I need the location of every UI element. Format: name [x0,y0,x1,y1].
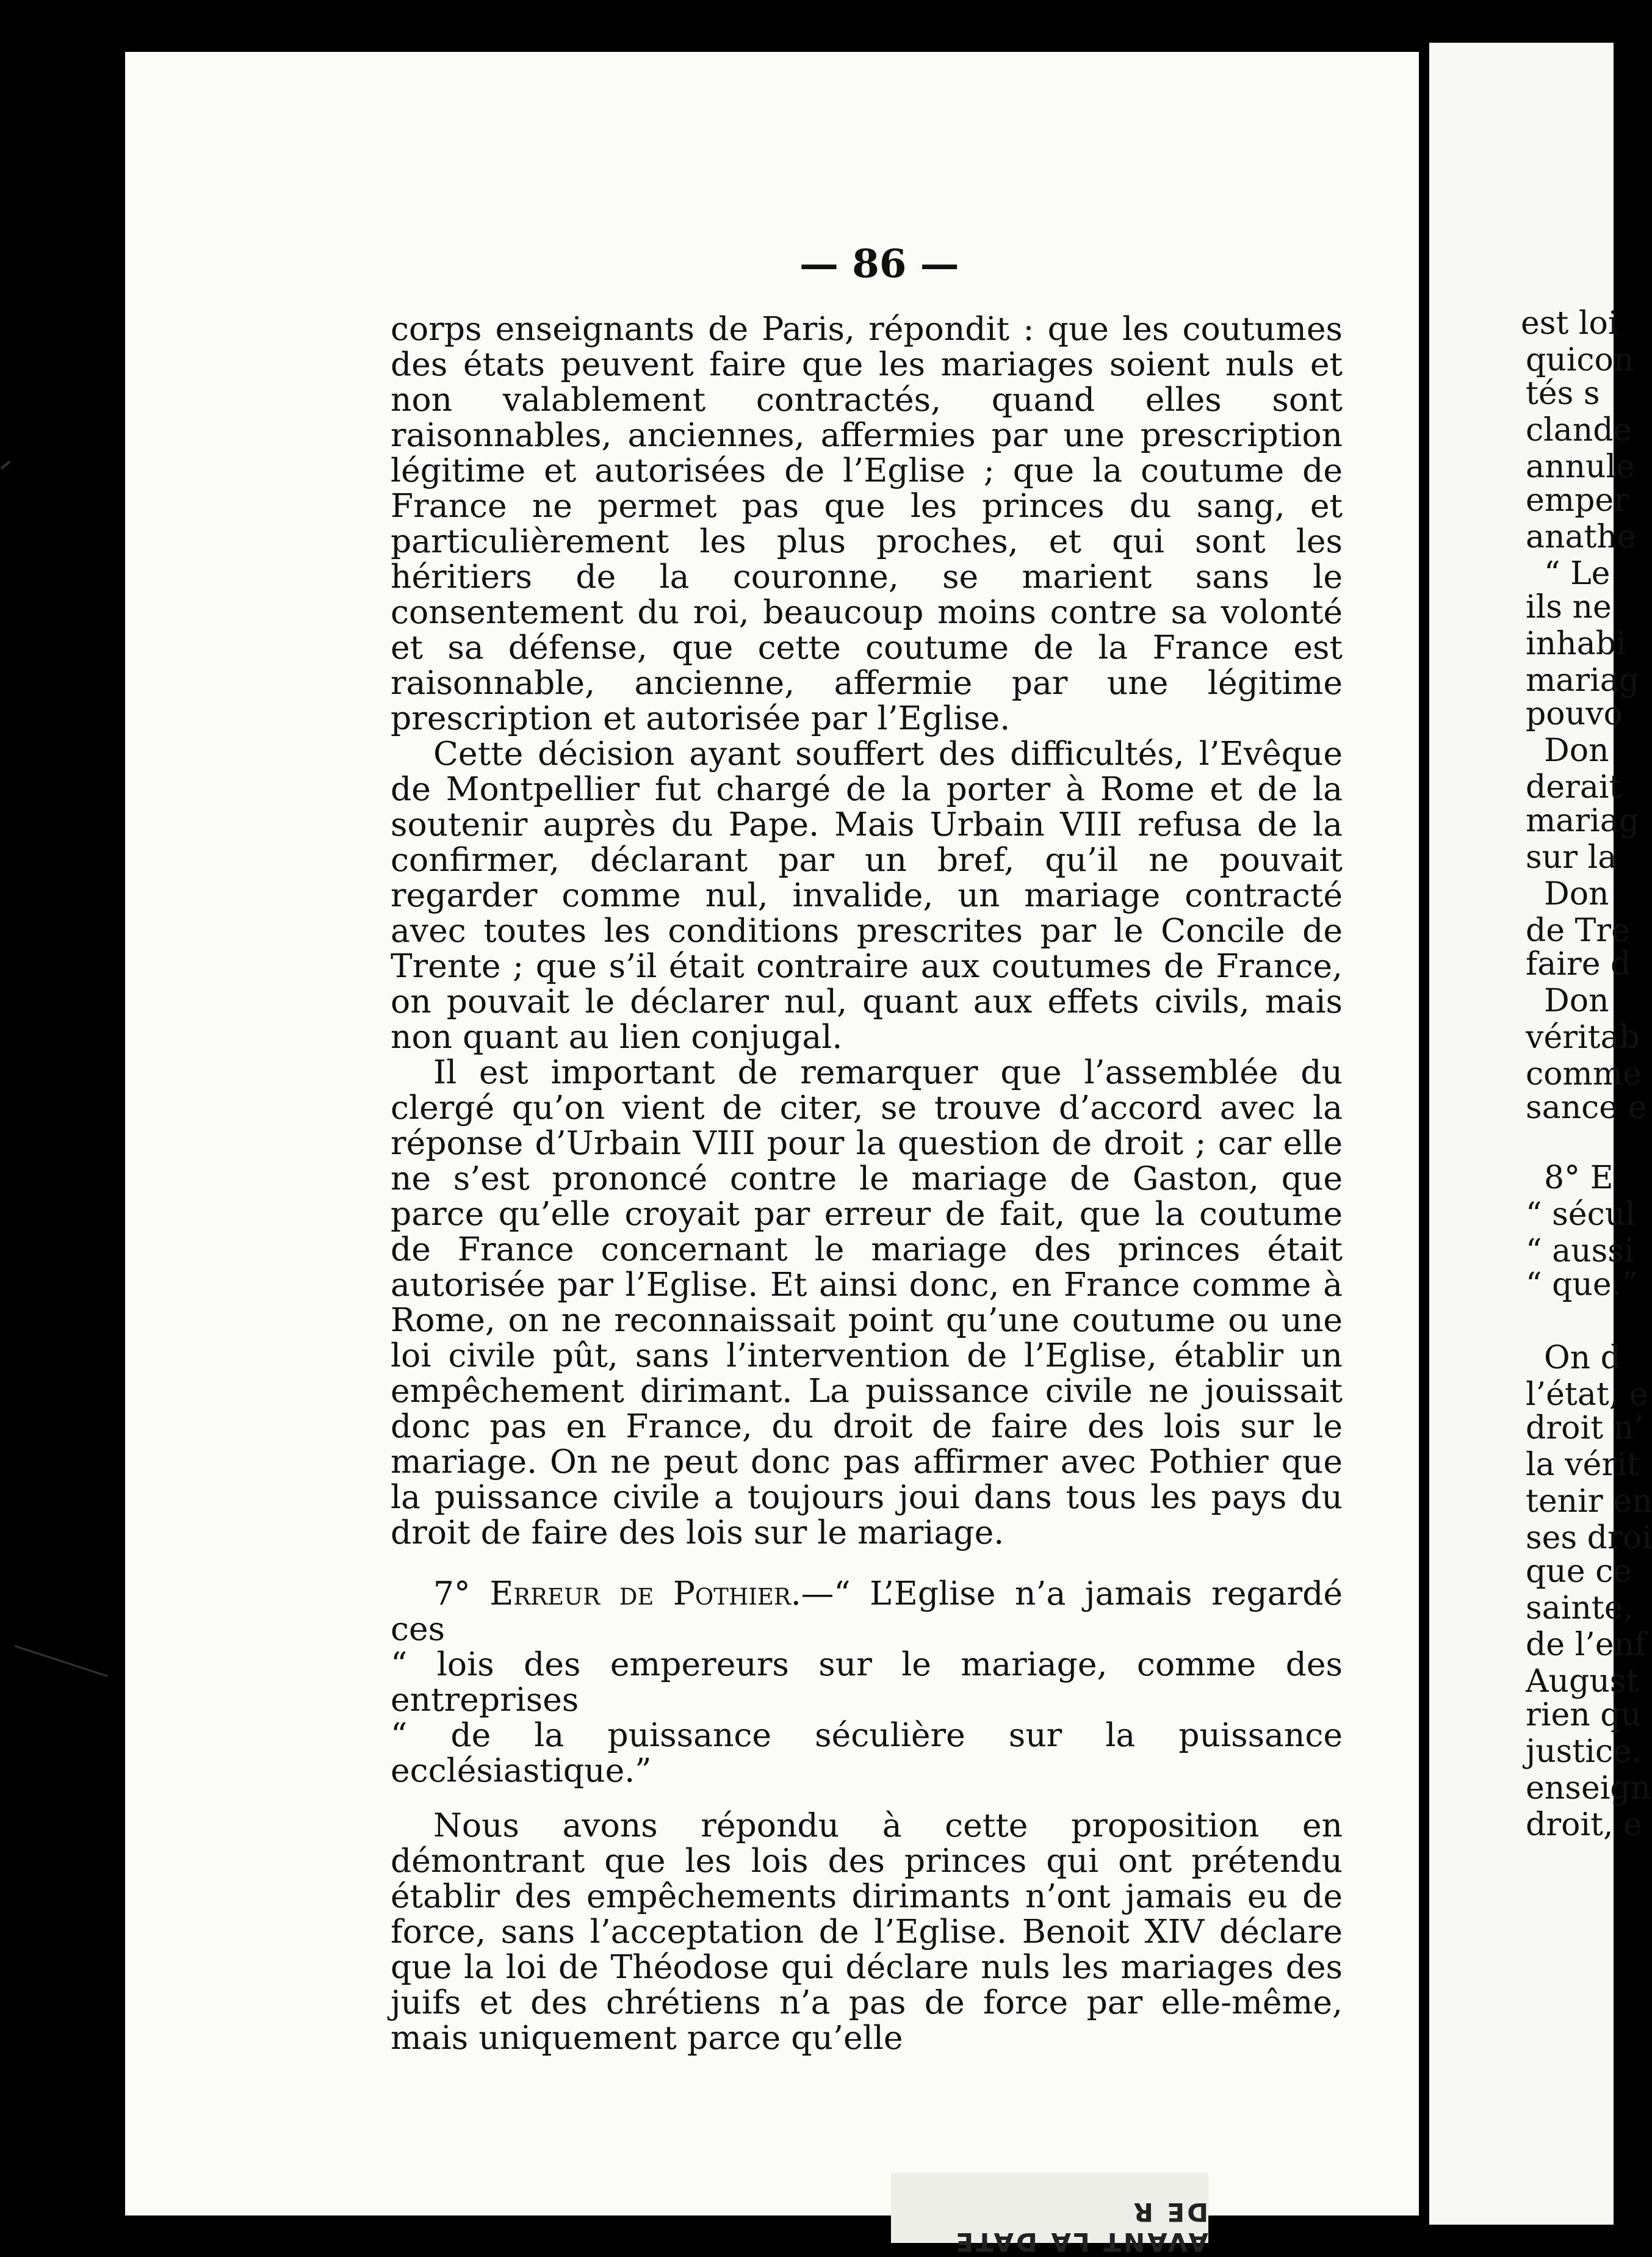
right-page-line: droit n’ [1526,1410,1644,1446]
right-page-line: justice. [1526,1733,1642,1770]
page-number: — 86 — [799,241,959,287]
right-page-line: est loi [1521,305,1618,342]
right-page-line: enseign [1526,1770,1651,1807]
bottom-scrap-text: AVANT LA DATE DE R [953,2197,1208,2257]
right-page-line: derait [1526,769,1622,806]
right-page-line: droit, e [1526,1807,1642,1843]
right-page-line: Don [1544,876,1609,912]
bottom-scrap [891,2173,1208,2257]
right-page-line: quicon [1526,342,1634,378]
right-page-line: faire d [1526,946,1631,983]
right-page-line: anathe [1526,519,1636,555]
page-gutter [1422,37,1429,2222]
right-page-line: “ sécul [1526,1196,1636,1233]
right-page-line: ses droi [1526,1520,1652,1556]
right-page-line: comme [1526,1056,1642,1092]
right-page-line: de l’enf [1526,1627,1647,1663]
main-text [391,311,1343,2056]
right-page-line: annule [1526,449,1635,485]
right-page-line: rien qu [1526,1697,1642,1733]
right-page-line: l’état, e [1526,1376,1648,1413]
section-7-line-1 [391,1576,1343,1647]
right-page-line: On d [1544,1340,1621,1376]
right-page-line: tenir en [1526,1483,1652,1520]
right-page [1429,43,1652,2225]
section-7-number: 7° [433,1574,471,1612]
right-page-line: sainte, [1526,1590,1634,1627]
right-page-line: pouvo [1526,696,1623,732]
right-page-line: clande [1526,412,1632,449]
paragraph-2: Cette décision ayant souffert des difficultés, l’Evêque de Montpellier fut chargé de la porter à Rome et de la soutenir auprès du Pape. Mais Urbain VIII refusa de la confirmer, déclarant par un bref, qu’il ne pouvait regarder comme nul, invalide, un mariage contracté avec toutes les conditions prescrites par le Concile de Trente ; que s’il était contraire aux coutumes de France, on pouvait le déclarer nul, quant aux effets civils, mais non quant au lien conjugal. [391,734,1343,1056]
right-page-line: Don [1544,732,1609,769]
right-page-line: mariag [1526,803,1640,839]
right-page-line: véritab [1526,1019,1640,1056]
final-paragraph: Nous avons répondu à cette proposition en démontrant que les lois des princes qui ont prétendu établir des empêchements dirimants n’ont jamais eu de force, sans l’acceptation de l’Eglise. Benoit XIV déclare que la loi de Théodose qui déclare nuls les mariages des juifs et des chrétiens n’a pas de force par elle-même, mais uniquement parce qu’elle [391,1806,1343,2057]
right-page-line: “ aussi [1526,1233,1634,1269]
right-page-line: 8° E [1544,1160,1614,1196]
right-page-line: “ Le [1544,555,1611,592]
section-7 [391,1576,1343,1788]
paragraph-3: Il est important de remarquer que l’assemblée du clergé qu’on vient de citer, se trouve d’accord avec la réponse d’Urbain VIII pour la question de droit ; car elle ne s’est prononcé contre le mariage de Gaston, que parce qu’elle croyait par erreur de fait, que la coutume de France concernant le mariage des princes était autorisée par l’Eglise. Et ainsi donc, en France comme à Rome, on ne reconnaissait point qu’une coutume ou une loi civile pût, sans l’intervention de l’Eglise, établir un empêchement dirimant. La puissance civile ne jouissait donc pas en France, du droit de faire des lois sur le mariage. On ne peut donc pas affirmer avec Pothier que la puissance civile a toujours joui dans tous les pays du droit de faire des lois sur le mariage. [391,1053,1343,1551]
section-7-quote-3: “ de la puissance séculière sur la puissance ecclésiastique.” [391,1716,1343,1789]
right-page-line: que ce [1526,1553,1632,1590]
right-page-line: de Tre [1526,912,1630,949]
section-7-quote-2: “ lois des empereurs sur le mariage, comme des entreprises [391,1645,1343,1719]
edge-mark [1,461,10,470]
paragraph-1: corps enseignants de Paris, répondit : que les coutumes des états peuvent faire que les mariages soient nuls et non valablement contractés, quand elles sont raisonnables, anciennes, affermies par une prescription légitime et autorisées de l’Eglise ; que la coutume de France ne permet pas que les princes du sang, et particulièrement les plus proches, et qui sont les héritiers de la couronne, se marient sans le consentement du roi, beaucoup moins contre sa volonté et sa défense, que cette coutume de la France est raisonnable, ancienne, affermie par une légitime prescription et autorisée par l’Eglise. [391,309,1343,737]
right-page-line: emper [1526,482,1629,519]
right-page-line: inhabi [1526,626,1626,662]
right-page-line: Don [1544,983,1609,1019]
edge-mark [14,1645,107,1677]
section-7-title: Erreur de Pothier. [489,1574,801,1612]
right-page-line: August [1526,1663,1639,1700]
right-page-line: sance e [1526,1089,1647,1126]
right-page-line: ils ne [1526,589,1612,626]
right-page-line: tés s [1526,375,1600,412]
right-page-line: “ que.” [1526,1266,1638,1303]
right-page-line: la vérit [1526,1446,1640,1483]
section-7-quote-1: —“ L’Eglise n’a jamais regardé ces [391,1574,1343,1648]
right-page-line: mariag [1526,662,1640,699]
right-page-line: sur la [1526,839,1617,876]
